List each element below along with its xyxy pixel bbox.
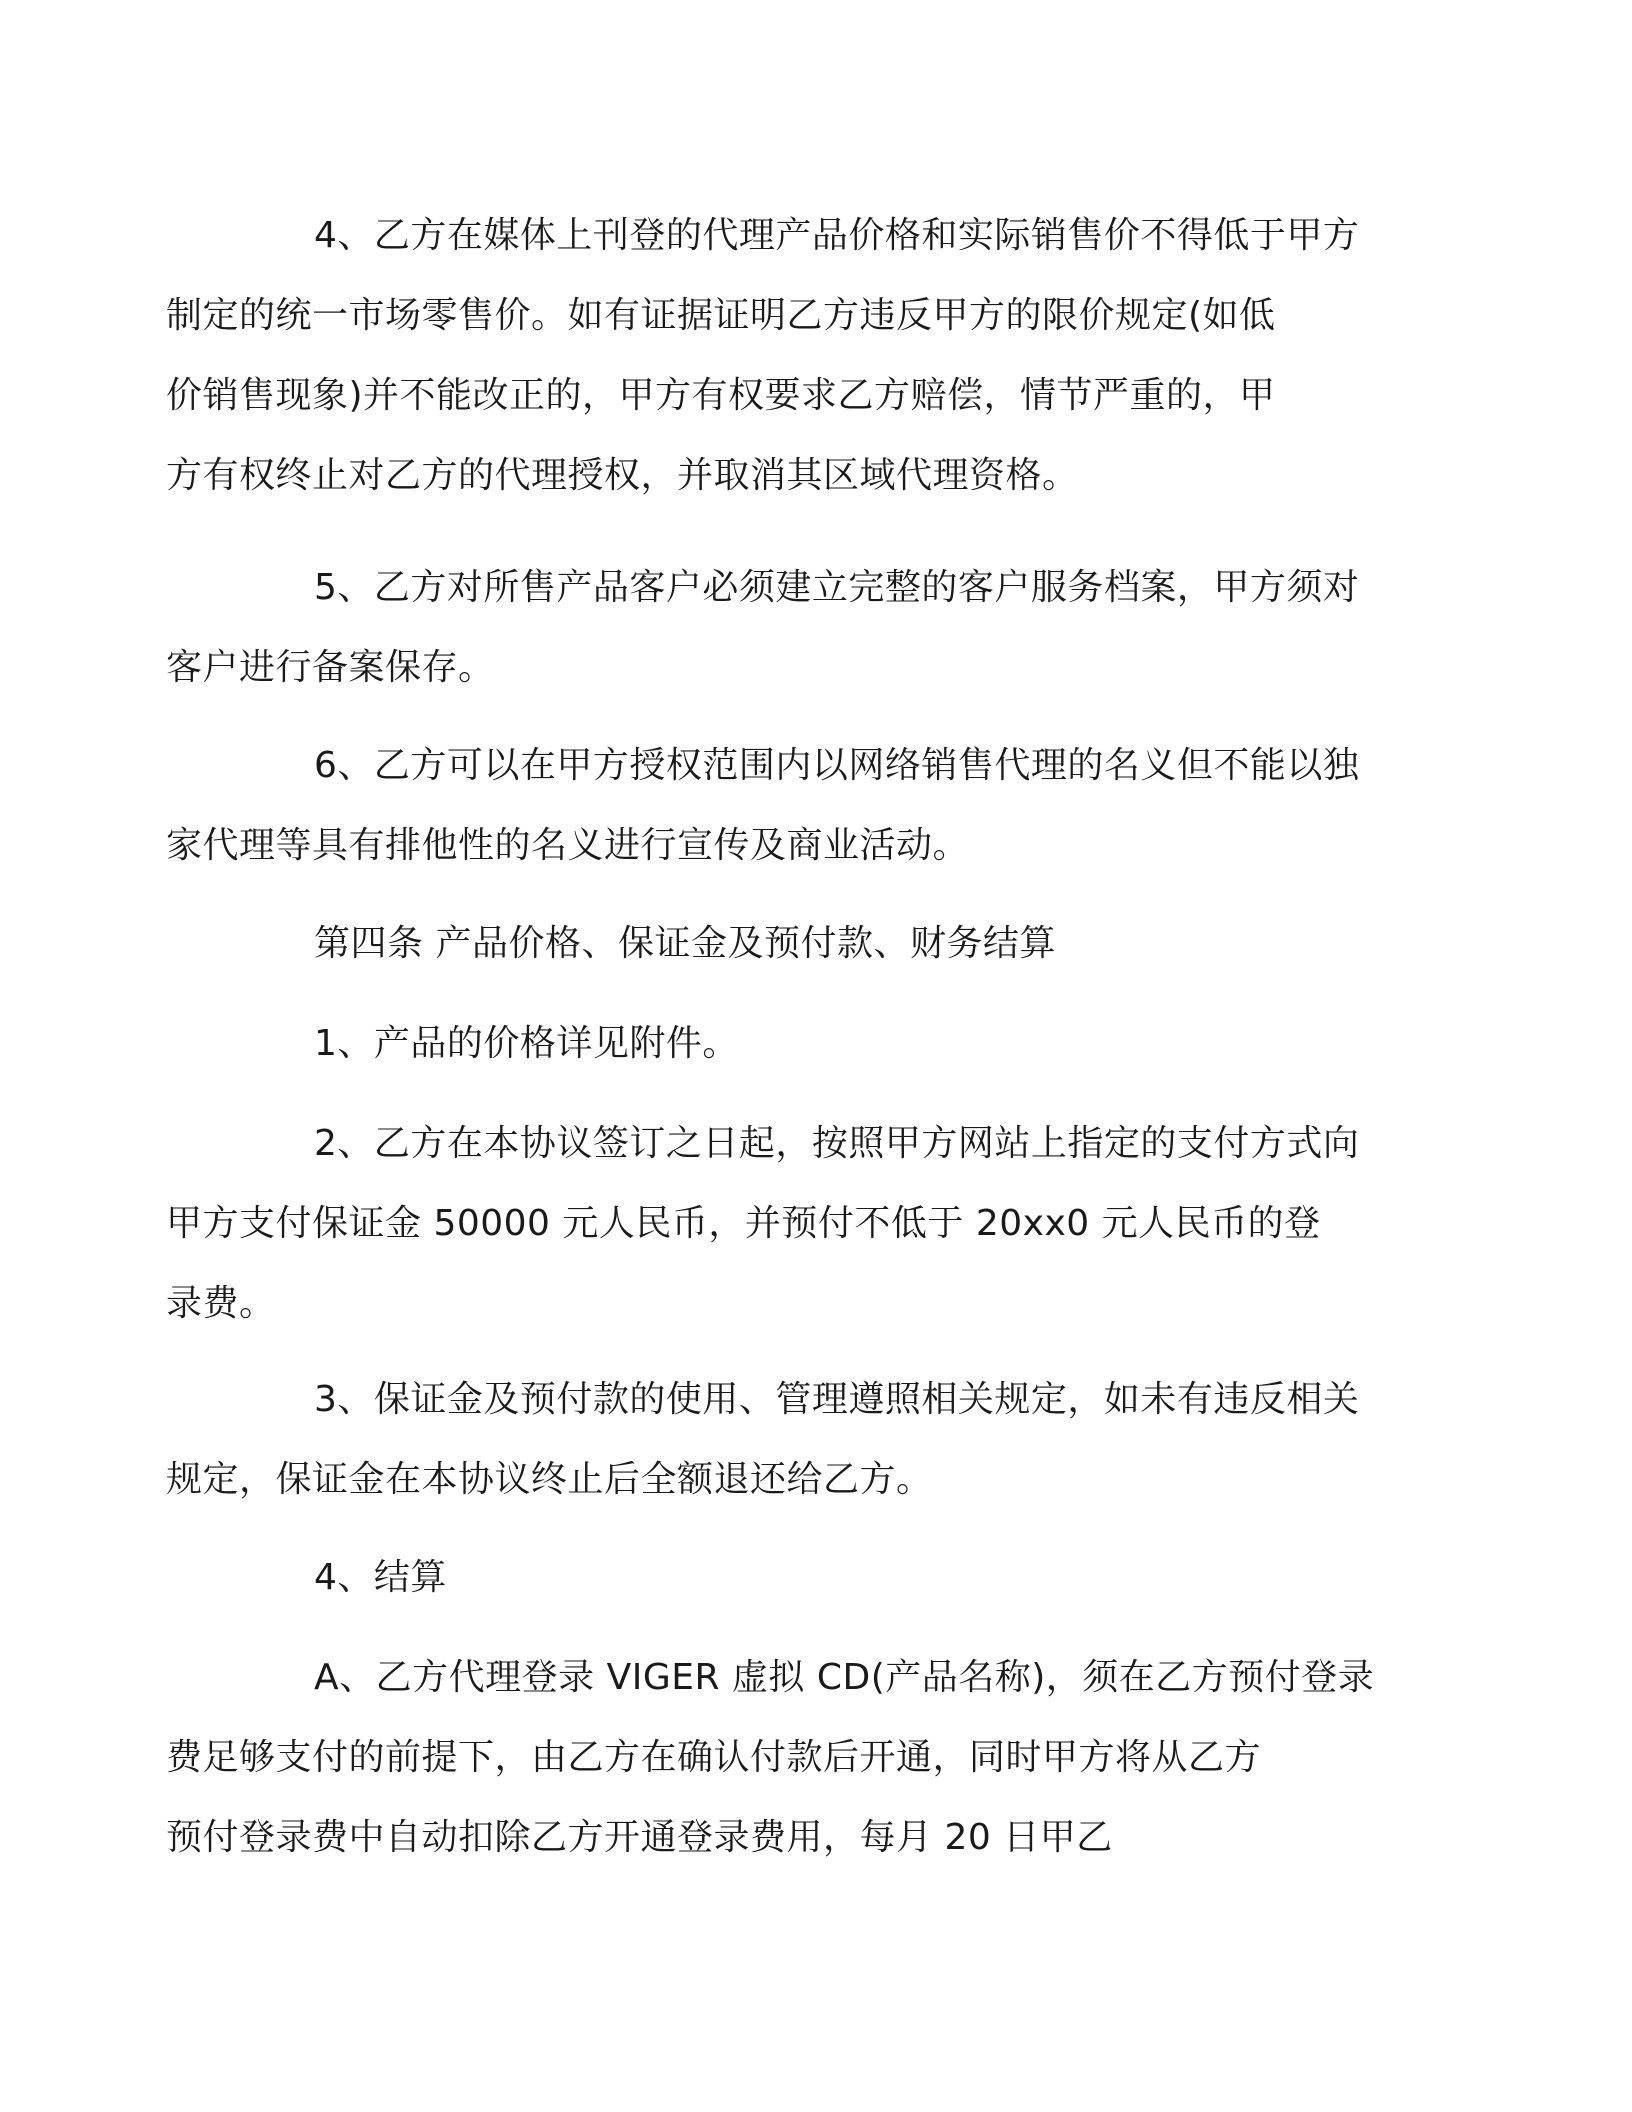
text-line: A、乙方代理登录 VIGER 虚拟 CD(产品名称)，须在乙方预付登录 [314, 1657, 1375, 1698]
paragraph-clause-5 [166, 548, 1380, 708]
text-line: 4、乙方在媒体上刊登的代理产品价格和实际销售价不得低于甲方 [314, 215, 1360, 256]
text-line: 录费。 [166, 1283, 276, 1324]
text-line: 2、乙方在本协议签订之日起，按照甲方网站上指定的支付方式向 [314, 1123, 1360, 1164]
text-line: 家代理等具有排他性的名义进行宣传及商业活动。 [166, 825, 970, 866]
text-line: 客户进行备案保存。 [166, 647, 495, 688]
text-line: 甲方支付保证金 50000 元人民币，并预付不低于 20xx0 元人民币的登 [166, 1203, 1321, 1244]
text-line: 预付登录费中自动扣除乙方开通登录费用，每月 20 日甲乙 [166, 1817, 1113, 1858]
paragraph-clause-6 [166, 726, 1380, 886]
text-line: 5、乙方对所售产品客户必须建立完整的客户服务档案，甲方须对 [314, 567, 1360, 608]
text-line: 制定的统一市场零售价。如有证据证明乙方违反甲方的限价规定(如低 [166, 295, 1276, 336]
paragraph-item-a [166, 1638, 1380, 1878]
text-line: 3、保证金及预付款的使用、管理遵照相关规定，如未有违反相关 [314, 1379, 1360, 1420]
text-line: 4、结算 [314, 1557, 447, 1598]
paragraph-item-1 [240, 1004, 1380, 1084]
text-line: 费足够支付的前提下，由乙方在确认付款后开通，同时甲方将从乙方 [166, 1737, 1262, 1778]
text-line: 方有权终止对乙方的代理授权，并取消其区域代理资格。 [166, 455, 1079, 496]
text-line: 6、乙方可以在甲方授权范围内以网络销售代理的名义但不能以独 [314, 745, 1360, 786]
heading-text: 第四条 产品价格、保证金及预付款、财务结算 [314, 923, 1056, 964]
text-line: 1、产品的价格详见附件。 [314, 1023, 739, 1064]
paragraph-item-3 [166, 1360, 1380, 1520]
section-heading-article-4 [240, 904, 1380, 984]
text-line: 价销售现象)并不能改正的，甲方有权要求乙方赔偿，情节严重的，甲 [166, 375, 1276, 416]
paragraph-item-2 [166, 1104, 1380, 1344]
paragraph-clause-4 [166, 196, 1380, 516]
text-line: 规定，保证金在本协议终止后全额退还给乙方。 [166, 1459, 933, 1500]
paragraph-item-4-settlement [240, 1538, 1380, 1618]
